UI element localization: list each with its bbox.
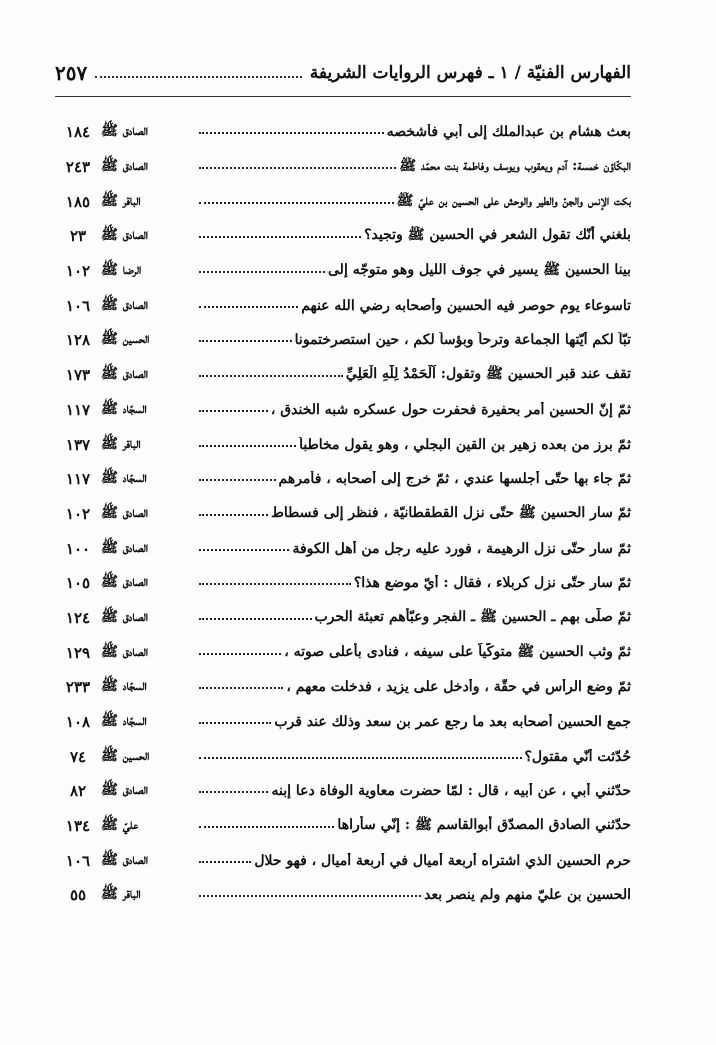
entry-narrator: الحسين ﷺ [101, 747, 150, 764]
entry-page: ٧٤ [69, 747, 87, 766]
entry-text: البكّاؤن خمسة: آدم ويعقوب ويوسف وفاطمة بنت محمّد ﷺ [399, 158, 631, 175]
index-entries [55, 115, 631, 913]
leader-dots [199, 471, 276, 481]
leader-dots [199, 714, 271, 724]
entry-text: ثمّ إنّ الحسين أمر بحفيرة فحفرت حول عسكره شبه الخندق ، [270, 401, 631, 418]
entry-text: تبّاً لكم أيّتها الجماعة وترحاً وبؤساً لكم ، حين استصرختمونا [294, 332, 631, 349]
index-entry [55, 705, 631, 740]
index-entry [55, 323, 631, 358]
leader-dots [199, 263, 325, 273]
leader-dots [199, 332, 292, 342]
entry-text: حرم الحسين الذي اشتراه أربعة أميال في أربعة أميال ، فهو حلال [254, 852, 631, 869]
entry-text: حدّثني الصادق المصدّق أبوالقاسم ﷺ : إنّي سأراها [337, 817, 631, 834]
entry-narrator: السجّاد ﷺ [101, 400, 147, 417]
index-entry [55, 497, 631, 532]
entry-text: بعث هشام بن عبدالملك إلى أبي فأشخصه [386, 124, 631, 141]
entry-narrator: الصادق ﷺ [101, 366, 149, 383]
entry-page: ٨٢ [69, 782, 87, 801]
entry-page: ١٨٤ [65, 123, 91, 142]
entry-page: ١١٧ [65, 400, 91, 419]
index-entry [55, 427, 631, 462]
leader-dots [199, 298, 298, 308]
entry-page: ١٧٣ [65, 366, 91, 385]
entry-page: ١٠٨ [65, 713, 91, 732]
running-header [55, 50, 631, 97]
entry-text: حُدّثت أنّي مقتول؟ [524, 748, 631, 765]
entry-narrator: الصادق ﷺ [101, 296, 149, 313]
entry-page: ١٢٩ [65, 643, 91, 662]
entry-narrator: الرضا ﷺ [101, 262, 142, 279]
entry-narrator: الصادق ﷺ [101, 851, 149, 868]
entry-narrator: الباقر ﷺ [101, 192, 141, 209]
index-entry [55, 115, 631, 150]
entry-text: ثمّ وضع الرأس في حقّة ، وأُدخل على يزيد ، فدخلت معهم ، [286, 679, 631, 696]
index-entry [55, 843, 631, 878]
index-entry [55, 739, 631, 774]
index-entry [55, 462, 631, 497]
leader-dots [199, 124, 384, 134]
entry-narrator: الصادق ﷺ [101, 504, 149, 521]
index-entry [55, 254, 631, 289]
leader-dots [199, 367, 343, 377]
entry-page: ٢٣٣ [65, 678, 91, 697]
entry-narrator: الصادق ﷺ [101, 539, 149, 556]
leader-dots [199, 541, 289, 551]
index-entry [55, 393, 631, 428]
index-entry [55, 670, 631, 705]
entry-text: ثمّ وثب الحسين ﷺ متوكّياً على سيفه ، فنادى بأعلى صوته ، [284, 643, 631, 660]
index-entry [55, 635, 631, 670]
leader-dots [199, 645, 281, 655]
entry-narrator: الباقر ﷺ [101, 886, 141, 903]
leader-dots [199, 887, 421, 897]
entry-narrator: الصادق ﷺ [101, 643, 149, 660]
entry-page: ١٨٥ [65, 192, 91, 211]
entry-narrator: الصادق ﷺ [101, 227, 149, 244]
index-entry [55, 150, 631, 185]
entry-narrator: السجّاد ﷺ [101, 713, 147, 730]
index-entry [55, 358, 631, 393]
leader-dots [199, 783, 268, 793]
entry-narrator: الحسين ﷺ [101, 331, 150, 348]
entry-page: ١٢٨ [65, 331, 91, 350]
leader-dots [199, 749, 522, 759]
entry-text: الحسين بن عليّ منهم ولم ينصر بعد [424, 887, 631, 904]
index-entry [55, 878, 631, 913]
entry-page: ١٠٦ [65, 851, 91, 870]
entry-page: ٥٥ [69, 886, 87, 905]
entry-page: ٢٤٣ [65, 158, 91, 177]
entry-narrator: الباقر ﷺ [101, 435, 141, 452]
entry-text: بلغني أنّك تقول الشعر في الحسين ﷺ وتجيد؟ [364, 227, 631, 244]
leader-dots [199, 818, 334, 828]
entry-text: تقف عند قبر الحسين ﷺ وتقول: اَلْحَمْدُ لِلّٰهِ الْعَلِيِّ [345, 366, 631, 383]
entry-page: ٢٣ [69, 227, 87, 246]
entry-page: ١٠٢ [65, 262, 91, 281]
entry-narrator: الصادق ﷺ [101, 608, 149, 625]
index-entry [55, 601, 631, 636]
leader-dots [199, 228, 361, 238]
entry-text: بينا الحسين ﷺ يسير في جوف الليل وهو متوجّه إلى [328, 262, 631, 279]
leader-dots [199, 853, 251, 863]
entry-text: ثمّ برز من بعده زهير بن القين البجلي ، وهو يقول مخاطباً [299, 436, 631, 453]
index-entry [55, 288, 631, 323]
entry-page: ١٠٥ [65, 574, 91, 593]
page-number: ٢٥٧ [55, 61, 88, 85]
entry-narrator: الصادق ﷺ [101, 782, 149, 799]
index-entry [55, 531, 631, 566]
entry-narrator: السجّاد ﷺ [101, 470, 147, 487]
header-title: الفهارس الفنيّة / ١ ـ فهرس الروايات الشريفة [309, 63, 631, 83]
entry-text: ثمّ سار حتّى نزل كربلاء ، فقال : أيّ موضع هذا؟ [353, 575, 631, 592]
entry-narrator: الصادق ﷺ [101, 123, 149, 140]
entry-text: حدّثني أبي ، عن أبيه ، قال : لمّا حضرت معاوية الوفاة دعا إبنه [271, 783, 631, 800]
leader-dots [199, 437, 296, 447]
index-entry [55, 219, 631, 254]
entry-text: جمع الحسين أصحابه بعد ما رجع عمر بن سعد وذلك عند قرب [274, 714, 631, 731]
entry-narrator: عليّ ﷺ [101, 817, 139, 834]
index-entry [55, 809, 631, 844]
entry-page: ١٠٦ [65, 296, 91, 315]
leader-dots [199, 159, 396, 169]
entry-narrator: الصادق ﷺ [101, 574, 149, 591]
entry-text: ثمّ جاء بها حتّى أجلسها عندي ، ثمّ خرج إلى أصحابه ، فأمرهم [278, 471, 631, 488]
entry-text: ثمّ صلّى بهم ـ الحسين ﷺ ـ الفجر وعبّأهم تعبئة الحرب [314, 608, 631, 625]
leader-dots [199, 506, 268, 516]
index-entry [55, 566, 631, 601]
header-leader-dots [95, 64, 302, 78]
index-entry [55, 184, 631, 219]
entry-page: ١٢٤ [65, 608, 91, 627]
entry-page: ١٣٤ [65, 817, 91, 836]
leader-dots [199, 610, 312, 620]
entry-text: تاسوعاء يوم حوصر فيه الحسين وأصحابه رضي الله عنهم [301, 297, 631, 314]
entry-text: ثمّ سار الحسين ﷺ حتّى نزل القطقطانيّة ، فنظر إلى فسطاط [270, 504, 631, 521]
leader-dots [199, 402, 268, 412]
entry-text: بكت الإنس والجنّ والطير والوحش على الحسين بن عليّ ﷺ [396, 192, 631, 209]
entry-page: ١١٧ [65, 470, 91, 489]
index-entry [55, 774, 631, 809]
entry-narrator: السجّاد ﷺ [101, 678, 147, 695]
entry-page: ١٠٠ [65, 539, 91, 558]
leader-dots [199, 575, 351, 585]
entry-narrator: الصادق ﷺ [101, 158, 149, 175]
leader-dots [199, 194, 394, 204]
entry-page: ١٠٢ [65, 504, 91, 523]
leader-dots [199, 679, 283, 689]
entry-page: ١٣٧ [65, 435, 91, 454]
entry-text: ثمّ سار حتّى نزل الرهيمة ، فورد عليه رجل من أهل الكوفة [292, 540, 631, 557]
